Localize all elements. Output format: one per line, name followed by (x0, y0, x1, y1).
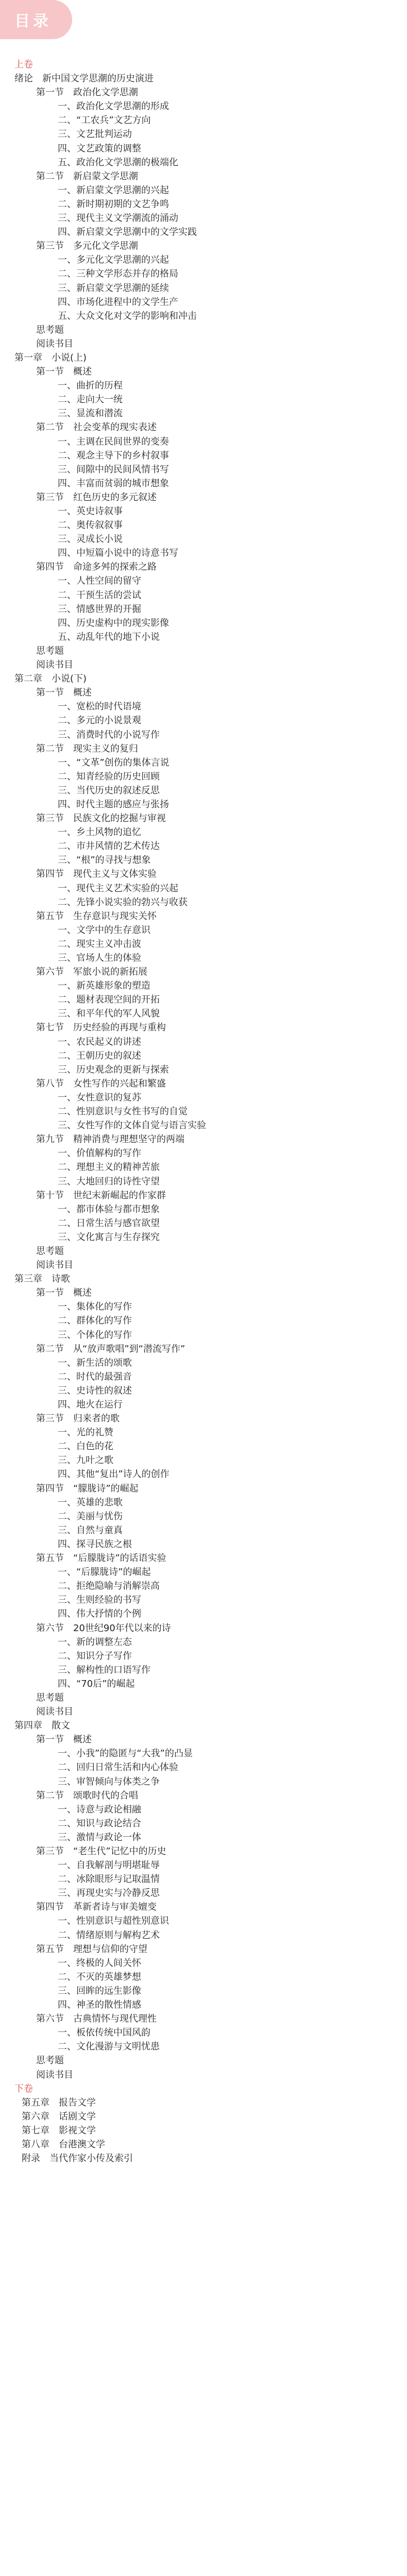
toc-subsection[interactable]: 四、地火在运行 (58, 1399, 123, 1410)
toc-section[interactable]: 第三节 “老生代”记忆中的历史 (36, 1846, 166, 1857)
toc-subsection[interactable]: 二、不灭的英雄梦想 (58, 1971, 141, 1982)
toc-subsection[interactable]: 一、文学中的生存意识 (58, 924, 150, 936)
toc-section[interactable]: 第四节 命途多舛的探索之路 (36, 562, 157, 573)
toc-chapter-appendix[interactable]: 阅读书目 (36, 338, 73, 349)
toc-subsection[interactable]: 二、“工农兵”文艺方向 (58, 115, 151, 126)
toc-chapter[interactable]: 附录 当代作家小传及索引 (22, 2153, 133, 2164)
toc-section[interactable]: 第二节 现实主义的复归 (36, 743, 138, 754)
toc-subsection[interactable]: 一、“后朦胧诗”的崛起 (58, 1567, 151, 1578)
toc-subsection[interactable]: 三、解构性的口语写作 (58, 1664, 150, 1675)
toc-section[interactable]: 第五节 生存意识与现实关怀 (36, 910, 157, 922)
toc-subsection[interactable]: 二、新时期初期的文艺争鸣 (58, 198, 169, 210)
toc-subsection[interactable]: 二、知识与政论结合 (58, 1818, 141, 1829)
toc-subsection[interactable]: 一、曲折的历程 (58, 380, 123, 392)
toc-subsection[interactable]: 一、性别意识与超性别意识 (58, 1916, 169, 1927)
toc-chapter[interactable]: 第七章 影视文学 (22, 2125, 96, 2136)
toc-section[interactable]: 第三节 红色历史的多元叙述 (36, 492, 157, 503)
toc-subsection[interactable]: 二、日常生活与感官欲望 (58, 1217, 160, 1229)
toc-chapter[interactable]: 绪论 新中国文学思潮的历史演进 (14, 73, 154, 84)
toc-list (0, 58, 407, 2165)
toc-subsection[interactable]: 三、“根”的寻找与想象 (58, 855, 151, 866)
toc-subsection[interactable]: 三、文艺批判运动 (58, 129, 132, 140)
toc-subsection[interactable]: 一、英史诗叙事 (58, 506, 123, 517)
toc-section[interactable]: 第一节 概述 (36, 366, 92, 378)
toc-chapter-appendix[interactable]: 阅读书目 (36, 659, 73, 671)
toc-chapter-appendix[interactable]: 思考题 (36, 645, 64, 656)
toc-subsection[interactable]: 三、九叶之歌 (58, 1455, 113, 1466)
toc-subsection[interactable]: 一、主调在民间世界的变奏 (58, 436, 169, 447)
toc-subsection[interactable]: 三、历史观念的更新与探索 (58, 1064, 169, 1075)
toc-subsection[interactable]: 三、文化寓言与生存探究 (58, 1231, 160, 1243)
toc-subsection[interactable]: 三、回眸的远生影像 (58, 1985, 141, 1996)
toc-subsection[interactable]: 五、政治化文学思潮的极端化 (58, 157, 178, 168)
toc-subsection[interactable]: 一、集体化的写作 (58, 1301, 132, 1313)
toc-chapter[interactable]: 第二章 小说(下) (14, 673, 87, 685)
toc-subsection[interactable]: 二、王朝历史的叙述 (58, 1050, 141, 1061)
toc-subsection[interactable]: 三、大地回归的诗性守望 (58, 1176, 160, 1187)
toc-subsection[interactable]: 四、时代主题的感应与张扬 (58, 799, 169, 810)
toc-section[interactable]: 第四节 现代主义与文体实验 (36, 869, 157, 880)
toc-subsection[interactable]: 三、女性写作的文体自觉与语言实验 (58, 1120, 206, 1131)
toc-subsection[interactable]: 二、题材表现空间的开拓 (58, 994, 160, 1006)
toc-subsection[interactable]: 三、自然与童真 (58, 1524, 123, 1536)
toc-subsection[interactable]: 三、史诗性的叙述 (58, 1385, 132, 1396)
toc-subsection[interactable]: 五、动乱年代的地下小说 (58, 631, 160, 642)
toc-title: 目录 (14, 12, 52, 30)
toc-section[interactable]: 第六节 军旅小说的新拓展 (36, 967, 147, 978)
toc-subsection[interactable]: 二、情绪原则与解构艺术 (58, 1929, 160, 1941)
toc-chapter[interactable]: 第四章 散文 (14, 1720, 70, 1732)
toc-subsection[interactable]: 一、多元化文学思潮的兴起 (58, 255, 169, 266)
toc-part-heading[interactable]: 下卷 (14, 2083, 33, 2094)
toc-subsection[interactable]: 二、奥传叙叙事 (58, 520, 123, 531)
toc-subsection[interactable]: 二、拒绝隐喻与消解崇高 (58, 1581, 160, 1592)
toc-chapter[interactable]: 第五章 报告文学 (22, 2097, 96, 2108)
toc-subsection[interactable]: 二、现实主义冲击波 (58, 938, 141, 950)
toc-section[interactable]: 第三节 民族文化的挖掘与审视 (36, 813, 166, 824)
toc-subsection[interactable]: 一、光的礼赞 (58, 1427, 113, 1438)
toc-subsection[interactable]: 三、生则经验的书写 (58, 1595, 141, 1606)
toc-section[interactable]: 第四节 革新者诗与审美嬗变 (36, 1902, 157, 1913)
toc-section[interactable]: 第五节 “后朦胧诗”的话语实验 (36, 1553, 166, 1564)
toc-subsection[interactable]: 二、文化漫游与文明忧患 (58, 2041, 160, 2053)
toc-subsection[interactable]: 二、干预生活的尝试 (58, 589, 141, 601)
toc-subsection[interactable]: 三、审智倾向与体类之争 (58, 1776, 160, 1787)
toc-section[interactable]: 第六节 20世纪90年代以来的诗 (36, 1622, 171, 1634)
toc-section[interactable]: 第一节 概述 (36, 1287, 92, 1299)
toc-subsection[interactable]: 二、回归日常生活和内心体验 (58, 1762, 178, 1773)
toc-subsection[interactable]: 四、丰富而贫弱的城市想象 (58, 478, 169, 489)
toc-section[interactable]: 第二节 新启蒙文学思潮 (36, 171, 138, 182)
toc-subsection[interactable]: 二、美丽与忧伤 (58, 1511, 123, 1522)
toc-subsection[interactable]: 一、现代主义艺术实验的兴起 (58, 883, 178, 894)
toc-section[interactable]: 第一节 政治化文学思潮 (36, 87, 138, 98)
toc-subsection[interactable]: 四、其他“复出”诗人的创作 (58, 1469, 169, 1480)
toc-chapter-appendix[interactable]: 阅读书目 (36, 1706, 73, 1718)
toc-subsection[interactable]: 四、新启蒙文学思潮中的文学实践 (58, 227, 197, 238)
toc-section[interactable]: 第十节 世纪末新崛起的作家群 (36, 1190, 166, 1201)
toc-section[interactable]: 第一节 概述 (36, 1734, 92, 1745)
toc-subsection[interactable]: 四、神圣的散性情感 (58, 1999, 141, 2011)
toc-subsection[interactable]: 一、女性意识的复苏 (58, 1092, 141, 1103)
toc-section[interactable]: 第五节 理想与信仰的守望 (36, 1943, 147, 1955)
toc-subsection[interactable]: 二、多元的小说景观 (58, 715, 141, 726)
toc-subsection[interactable]: 二、走向大一统 (58, 394, 123, 405)
toc-subsection[interactable]: 一、都市体验与都市想象 (58, 1204, 160, 1215)
toc-section[interactable]: 第八节 女性写作的兴起和繁盛 (36, 1078, 166, 1089)
toc-subsection[interactable]: 二、观念主导下的乡村叙事 (58, 450, 169, 461)
toc-subsection[interactable]: 二、理想主义的精神苦旅 (58, 1162, 160, 1173)
toc-subsection[interactable]: 一、价值解构的写作 (58, 1148, 141, 1159)
toc-subsection[interactable]: 四、“70后”的崛起 (58, 1678, 135, 1689)
toc-subsection[interactable]: 三、官场人生的体验 (58, 953, 141, 963)
toc-section[interactable]: 第六节 古典情怀与现代理性 (36, 2013, 157, 2025)
toc-subsection[interactable]: 四、中短篇小说中的诗意书写 (58, 548, 178, 559)
toc-subsection[interactable]: 三、激情与政论一体 (58, 1832, 141, 1843)
toc-chapter[interactable]: 第八章 台港澳文学 (22, 2139, 105, 2150)
toc-chapter-appendix[interactable]: 思考题 (36, 1245, 64, 1257)
toc-subsection[interactable]: 二、白色的花 (58, 1441, 113, 1452)
toc-subsection[interactable]: 二、冰除眼形与记取温情 (58, 1874, 160, 1885)
toc-subsection[interactable]: 三、显流和潜流 (58, 408, 123, 419)
toc-subsection[interactable]: 二、性别意识与女性书写的自觉 (58, 1106, 188, 1117)
toc-chapter-appendix[interactable]: 阅读书目 (36, 2069, 73, 2080)
toc-subsection[interactable]: 一、新的调整左态 (58, 1636, 132, 1648)
toc-subsection[interactable]: 三、灵成长小说 (58, 534, 123, 545)
toc-subsection[interactable]: 四、伟大抒情的个例 (58, 1608, 141, 1620)
toc-chapter[interactable]: 第三章 诗歌 (14, 1274, 70, 1285)
toc-section[interactable]: 第一节 概述 (36, 687, 92, 699)
toc-subsection[interactable]: 三、个体化的写作 (58, 1329, 132, 1341)
toc-subsection[interactable]: 二、群体化的写作 (58, 1315, 132, 1327)
toc-subsection[interactable]: 二、三种文学形态并存的格局 (58, 268, 178, 280)
toc-subsection[interactable]: 二、先锋小说实验的勃兴与收获 (58, 896, 188, 908)
toc-chapter-appendix[interactable]: 思考题 (36, 2055, 64, 2066)
toc-subsection[interactable]: 四、历史虚构中的现实影像 (58, 617, 169, 629)
toc-section[interactable]: 第三节 多元化文学思潮 (36, 241, 138, 252)
toc-subsection[interactable]: 一、人性空间的留守 (58, 575, 141, 587)
toc-subsection[interactable]: 四、市场化进程中的文学生产 (58, 296, 178, 308)
toc-subsection[interactable]: 三、现代主义文学潮流的涌动 (58, 213, 178, 224)
toc-subsection[interactable]: 三、再现史实与冷静反思 (58, 1888, 160, 1899)
toc-subsection[interactable]: 一、板依传统中国风韵 (58, 2027, 150, 2039)
toc-subsection[interactable]: 一、终极的人间关怀 (58, 1957, 141, 1969)
toc-section[interactable]: 第三节 归来者的歌 (36, 1413, 120, 1425)
toc-subsection[interactable]: 二、知识分子写作 (58, 1650, 132, 1662)
toc-subsection[interactable]: 四、探寻民族之根 (58, 1538, 132, 1550)
toc-subsection[interactable]: 一、新英雄形象的塑造 (58, 980, 150, 992)
toc-subsection[interactable]: 一、农民起义的讲述 (58, 1036, 141, 1047)
toc-subsection[interactable]: 一、乡土风物的追忆 (58, 827, 141, 838)
toc-subsection[interactable]: 三、当代历史的叙述反思 (58, 785, 160, 796)
toc-subsection[interactable]: 三、情感世界的开掘 (58, 603, 141, 615)
toc-subsection[interactable]: 一、新生活的颂歌 (58, 1357, 132, 1368)
toc-subsection[interactable]: 三、和平年代的军人风貌 (58, 1008, 160, 1020)
toc-subsection[interactable]: 一、诗意与政论相融 (58, 1804, 141, 1815)
toc-subsection[interactable]: 一、英雄的悲歌 (58, 1497, 123, 1508)
toc-section[interactable]: 第四节 “朦胧诗”的崛起 (36, 1483, 139, 1494)
toc-part-heading[interactable]: 上卷 (14, 59, 33, 70)
toc-chapter-appendix[interactable]: 思考题 (36, 1692, 64, 1703)
toc-chapter-appendix[interactable]: 思考题 (36, 324, 64, 335)
toc-chapter[interactable]: 第六章 话剧文学 (22, 2111, 96, 2122)
toc-subsection[interactable]: 三、消费时代的小说写作 (58, 729, 160, 740)
toc-subsection[interactable]: 二、知青经验的历史回顾 (58, 771, 160, 782)
toc-subsection[interactable]: 三、间隙中的民间风情书写 (58, 464, 169, 475)
toc-section[interactable]: 第二节 颂歌时代的合唱 (36, 1790, 138, 1801)
toc-subsection[interactable]: 三、新启蒙文学思潮的延续 (58, 282, 169, 294)
toc-subsection[interactable]: 一、“文革”创伤的集体言说 (58, 757, 169, 768)
toc-subsection[interactable]: 一、宽松的时代语境 (58, 701, 141, 713)
toc-section[interactable]: 第二节 从“放声歌唱”到“潜流写作” (36, 1343, 185, 1354)
toc-subsection[interactable]: 二、时代的最强音 (58, 1371, 132, 1382)
toc-subsection[interactable]: 一、新启蒙文学思潮的兴起 (58, 184, 169, 196)
toc-header-banner (0, 0, 72, 39)
toc-section[interactable]: 第七节 历史经验的再现与重构 (36, 1022, 166, 1033)
toc-section[interactable]: 第九节 精神消费与理想坚守的两端 (36, 1134, 184, 1145)
toc-subsection[interactable]: 一、小我”的隐匿与“大我”的凸显 (58, 1748, 193, 1759)
toc-chapter[interactable]: 第一章 小说(上) (14, 352, 87, 363)
toc-subsection[interactable]: 二、市井风情的艺术传达 (58, 841, 160, 852)
toc-subsection[interactable]: 四、文艺政策的调整 (58, 143, 141, 154)
toc-subsection[interactable]: 一、政治化文学思潮的形成 (58, 101, 169, 112)
toc-section[interactable]: 第二节 社会变革的现实表述 (36, 422, 157, 433)
toc-chapter-appendix[interactable]: 阅读书目 (36, 1260, 73, 1271)
toc-subsection[interactable]: 一、自我解剖与明堪耻辱 (58, 1860, 160, 1871)
toc-subsection[interactable]: 五、大众文化对文学的影响和冲击 (58, 310, 197, 321)
